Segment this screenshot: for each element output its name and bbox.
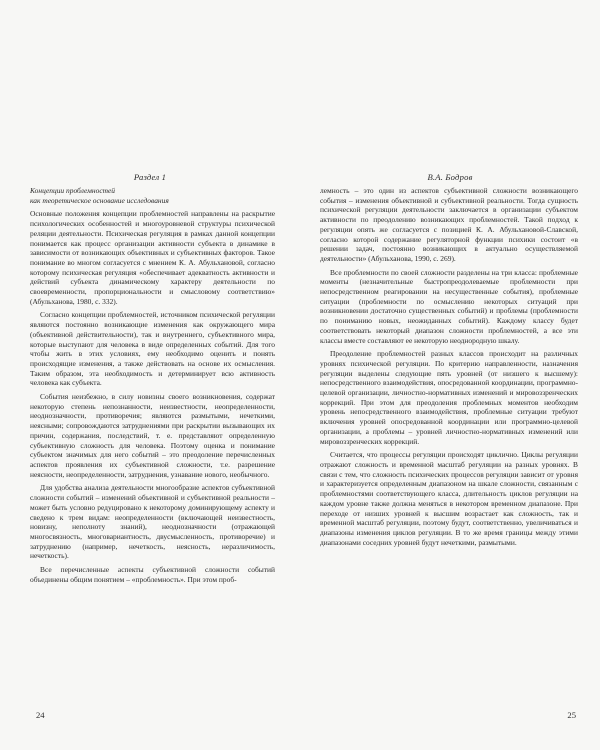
right-page — [300, 0, 600, 750]
right-page-number: 25 — [567, 710, 576, 720]
right-paragraph-2: Все проблемности по своей сложности разделены на три класса: проблемные моменты (незначительные быстропреодолеваемые проблемности при непосредственном реагировании на несущественные события), проблемные ситуации (проблемности по осмыслению некоторых ситуаций при возникновении достаточно существенных событий) и проблемы (проблемности по пониманию новых, неожиданных событий). Каждому классу будет соответствовать некоторый диапазон сложности проблемностей, а все эти классы вместе составляют ее некоторую неоднородную шкалу. — [320, 267, 578, 345]
right-running-head: В.А. Бодров — [427, 172, 473, 182]
left-paragraph-3: События неизбежно, в силу новизны своего возникновения, содержат некоторую степень непознанности, неизвестности, неопределенности, неоднозначности, противоречия; являются размытыми, нечеткими, неясными; сопровождаются затруднениями при раскрытии вызывающих их причин, содержания, последствий, т. е. представляют определенную субъективную сложность для человека. Поэтому оценка и понимание субъектом значимых для него событий – это преодоление перечисленных аспектов проявления их субъективной сложности, т.е. разрешение неясности, неопределенности, затруднения, узнавание нового, необычного. — [30, 392, 275, 479]
left-paragraph-5: Все перечисленные аспекты субъективной сложности событий объединены общим понятием – «проблемность». При этом проб- — [30, 565, 275, 584]
right-page-content — [320, 186, 578, 551]
left-paragraph-4: Для удобства анализа деятельности многообразие аспектов субъективной сложности событий – изменений объективной и субъективной реальности – может быть условно редуцировано к некоторому доминирующему аспекту и сведено к трем видам: неопределенности (включающей неизвестность, новизну, неполноту знаний), неоднозначности (отражающей многосвязность, многовариантность, двусмысленность, противоречие) и затруднению (например, нечеткость, неясность, неразличимость, нечеткость). — [30, 483, 275, 561]
left-page-number: 24 — [36, 710, 45, 720]
right-paragraph-3: Преодоление проблемностей разных классов происходит на различных уровнях психической регуляции. По критерию направленности, назначения регуляции выделены следующие пять уровней (от низшего к высшему): непосредственного взаимодействия, опосредованной координации, программно-целевой организации, личностно-нормативных изменений и мировоззренческих коррекций. При этом для преодоления проблемных моментов необходим уровень непосредственного взаимодействия, проблемные ситуации требуют включения уровней опосредованной координации или программно-целевой организации, а проблемы – уровней личностно-нормативных изменений или мировоззренческих коррекций. — [320, 349, 578, 446]
right-paragraph-4: Считается, что процессы регуляции происходят циклично. Циклы регуляции отражают сложность и временной масштаб регуляции на разных уровнях. В связи с тем, что сложность психических процессов регуляции зависит от уровня и характеризуется определенным диапазоном на шкале сложности, связанным с проблемностями соответствующего класса, длительность циклов регуляции на каждом уровне также должна меняться в некотором временном диапазоне. При переходе от низших уровней к высшим возрастает как сложность, так и временной масштаб регуляции, поэтому будут, соответственно, увеличиваться и диапазоны изменения циклов регуляции. В то же время границы между этими диапазонами соседних уровней будут нечеткими, размытыми. — [320, 450, 578, 547]
section-title: Концепции проблемностей — [30, 186, 116, 195]
left-paragraph-2: Согласно концепции проблемностей, источником психической регуляции являются постоянно возникающие изменения как окружающего мира (объективной действительности), так и внутреннего, субъективного мира, которые выступают для человека в виде определенных событий. Для того чтобы жить в этих условиях, ему необходимо оценить и понять происходящие изменения, а также действовать на основе их осмысления. Таким образом, эта необходимость и детерминирует всю активность человека как субъекта. — [30, 310, 275, 388]
right-paragraph-1: лемность – это один из аспектов субъективной сложности возникающего события – изменения объективной и субъективной реальности. Тогда сущность психической регуляции деятельности заключается в организации субъектом активности по преодолению возникающих проблемностей. Такой подход к регуляции опять же согласуется с позицией К. А. Абульхановой-Славской, согласно которой содержание регуляторной функции психики состоит «в решении задач, постоянно возникающих в актуально осуществляемой деятельности» (Абульханова, 1990, с. 269). — [320, 186, 578, 263]
left-paragraph-1: Основные положения концепции проблемностей направлены на раскрытие психологических особенностей и многоуровневой структуры психической реляции деятельности. Психическая регуляция в рамках данной концепции понимается как процесс организации активности субъекта в динамике в зависимости от возникающих объективных и субъективных факторов. Такое понимание во многом согласуется с мнением К. А. Абульхановой, согласно которому психическая регуляция «обеспечивает адекватность активности и действий субъекта динамическому характеру деятельности по своевременности, пропорциональности и смысловому соответствию» (Абульханова, 1980, с. 332). — [30, 209, 275, 306]
left-page-content — [30, 186, 275, 588]
section-subtitle: как теоретическое основание исследования — [30, 195, 169, 205]
left-running-head: Раздел 1 — [133, 172, 167, 182]
